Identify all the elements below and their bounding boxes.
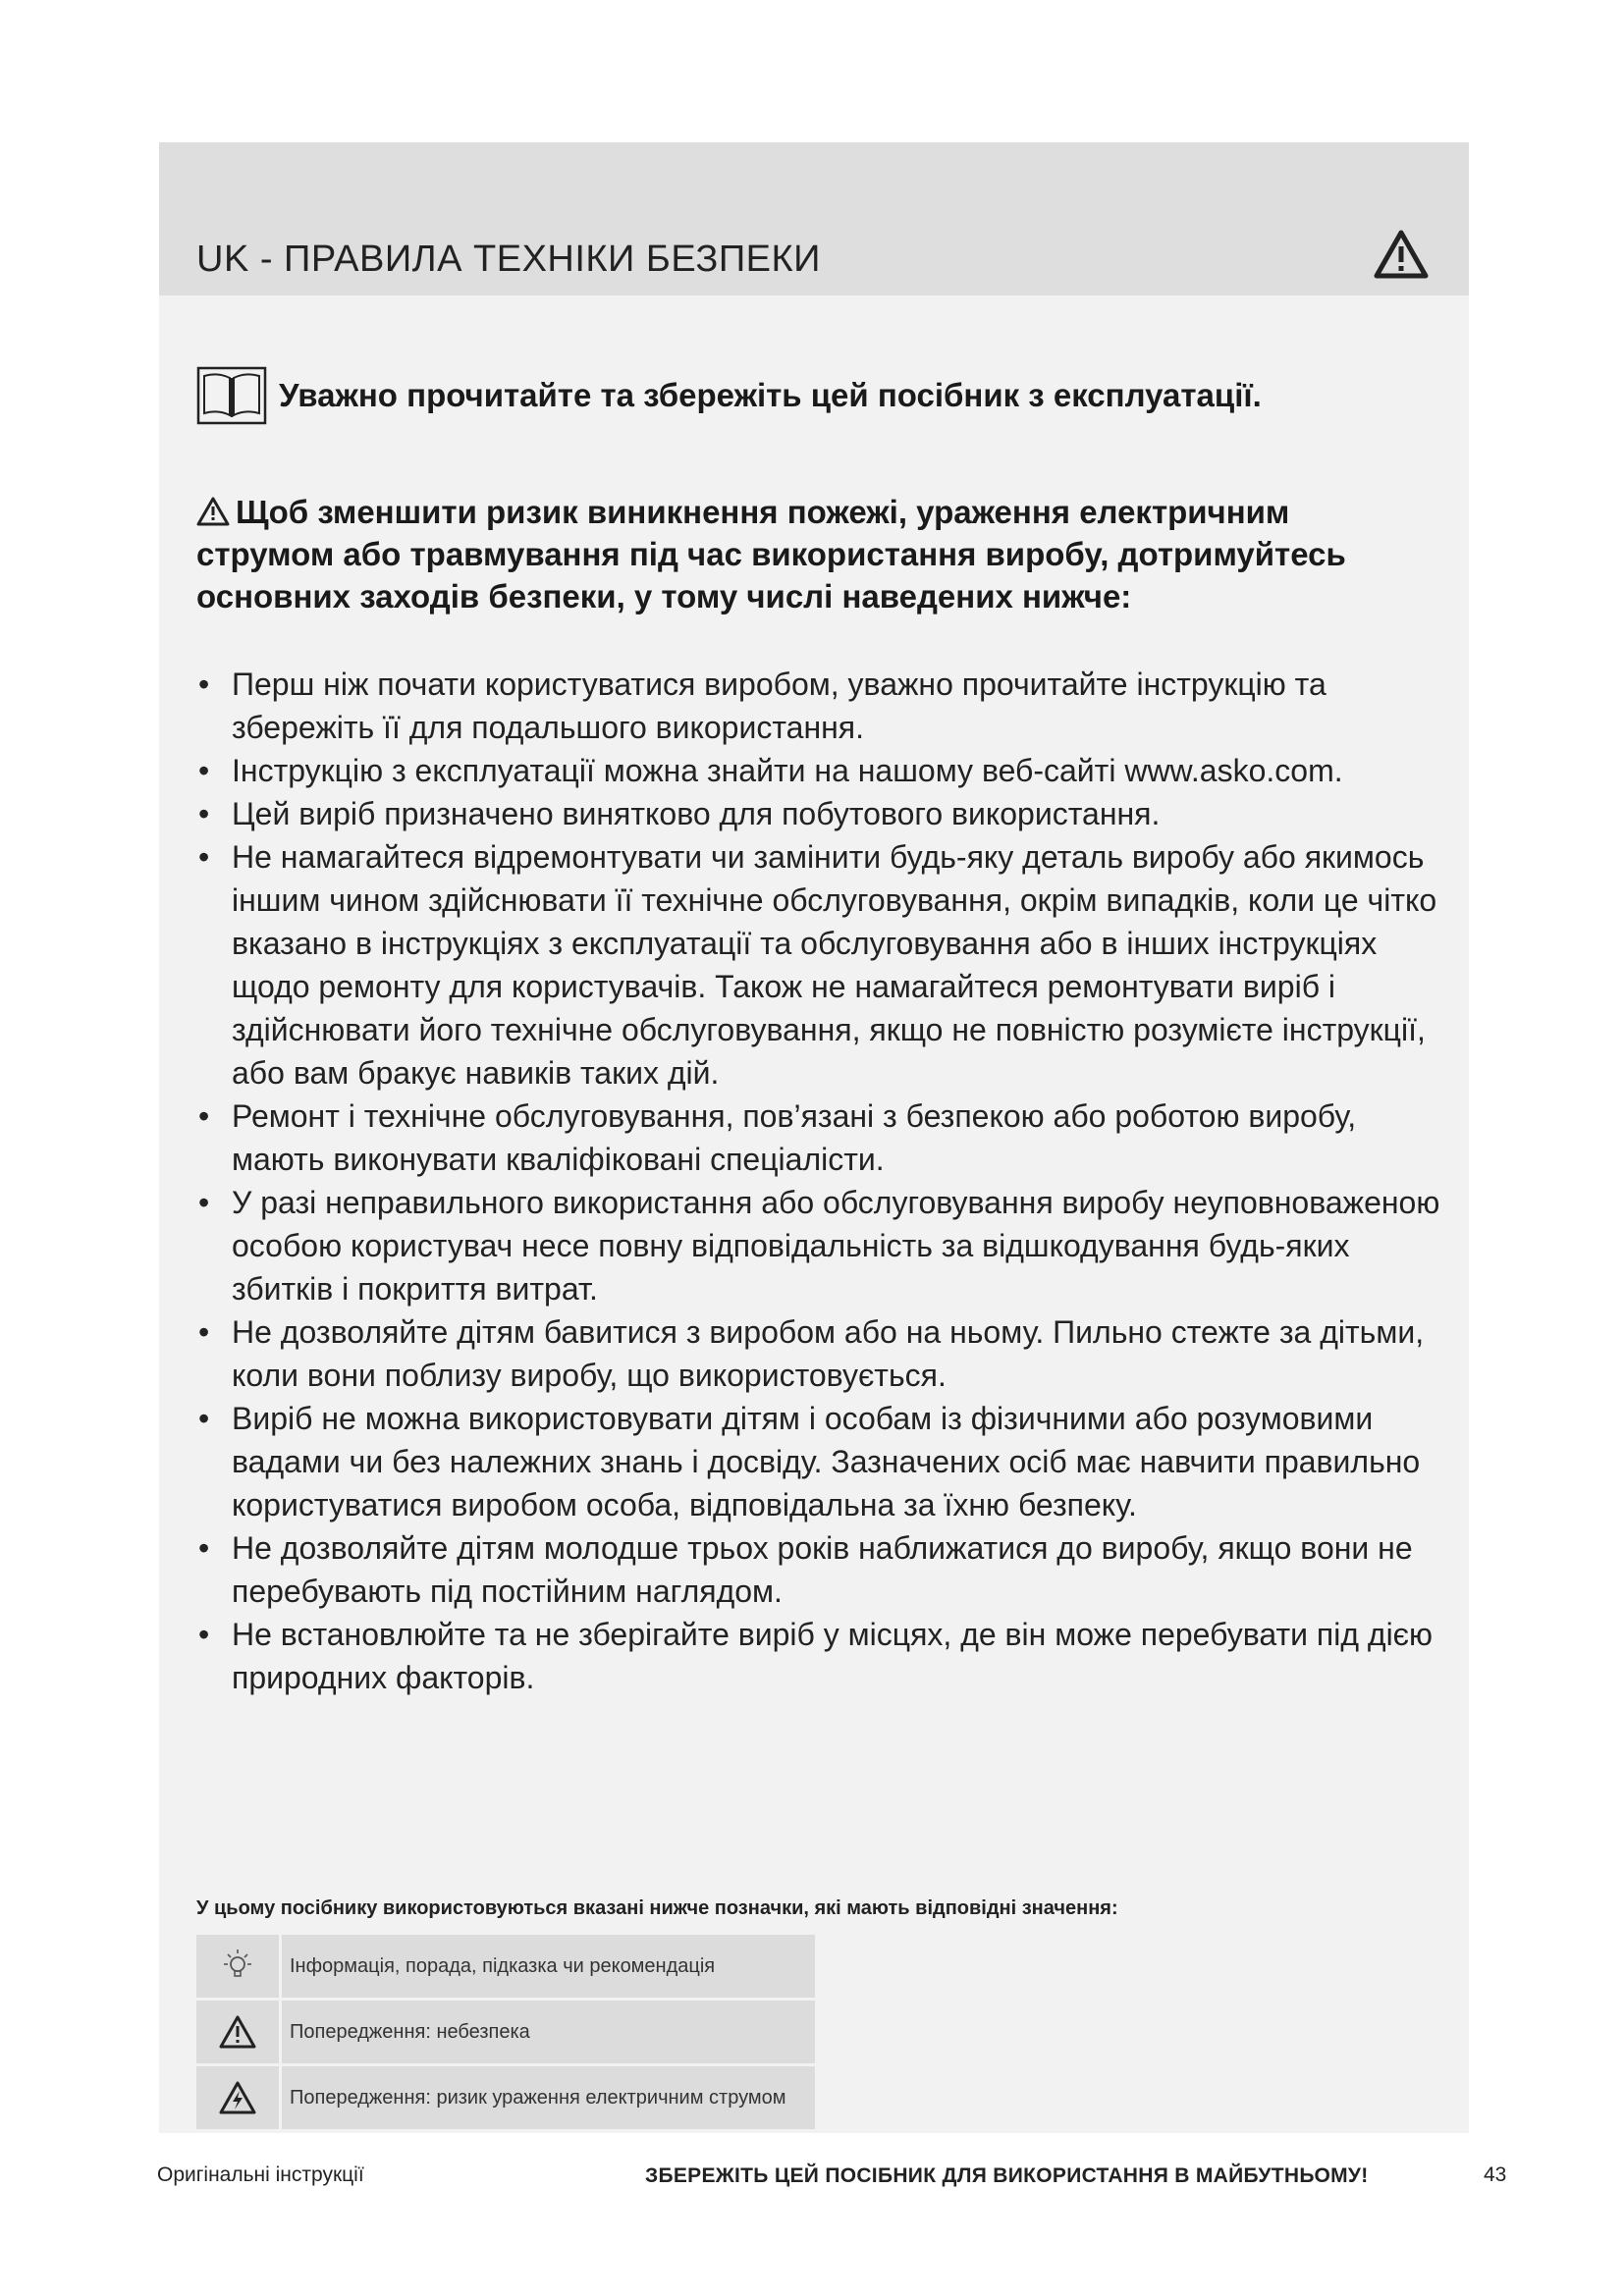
legend-intro: У цьому посібнику використовуються вказані нижче позначки, які мають відповідні значення: [196, 1897, 1118, 1919]
list-item: • У разі неправильного використання або обслуговування виробу неуповноваженою особою користувач несе повну відповідальність за відшкодування будь-яких збитків і покриття витрат. [196, 1181, 1443, 1310]
warning-triangle-icon [196, 497, 230, 526]
list-item: • Інструкцію з експлуатації можна знайти на нашому веб-сайті www.asko.com. [196, 749, 1443, 792]
page-title: UK - ПРАВИЛА ТЕХНІКИ БЕЗПЕКИ [196, 239, 821, 280]
legend-row [196, 2066, 815, 2129]
book-icon [196, 366, 267, 425]
legend-text: Попередження: ризик ураження електричним струмом [282, 2066, 815, 2129]
safety-panel [159, 142, 1469, 2133]
footer-keep-manual: ЗБЕРЕЖІТЬ ЦЕЙ ПОСІБНИК ДЛЯ ВИКОРИСТАННЯ В МАЙБУТНЬОМУ! [645, 2164, 1369, 2187]
legend-text: Попередження: небезпека [282, 2001, 815, 2063]
legend-row [196, 1935, 815, 1998]
legend-row [196, 2001, 815, 2063]
list-item: • Не встановлюйте та не зберігайте виріб у місцях, де він може перебувати під дією природних факторів. [196, 1613, 1443, 1699]
warning-triangle-icon [218, 2014, 257, 2050]
lightbulb-icon [218, 1947, 257, 1986]
list-item: • Виріб не можна використовувати дітям і особам із фізичними або розумовими вадами чи без належних знань і досвіду. Зазначених осіб має навчити правильно користуватися виробом особа, відповідальна за їхню безпеку. [196, 1397, 1443, 1526]
list-item: • Цей виріб призначено винятково для побутового використання. [196, 792, 1443, 835]
warning-triangle-icon [1373, 229, 1430, 280]
warning-heading [196, 491, 1404, 617]
read-notice-text: Уважно прочитайте та збережіть цей посібник з експлуатації. [279, 377, 1262, 413]
safety-list [196, 663, 1443, 1699]
symbol-legend [196, 1935, 815, 2132]
list-item: • Не дозволяйте дітям молодше трьох років наближатися до виробу, якщо вони не перебувають під постійним наглядом. [196, 1526, 1443, 1613]
list-item: • Перш ніж почати користуватися виробом, уважно прочитайте інструкцію та збережіть її для подальшого використання. [196, 663, 1443, 749]
warning-heading-text: Щоб зменшити ризик виникнення пожежі, ураження електричним струмом або травмування під час використання виробу, дотримуйтесь основних заходів безпеки, у тому числі наведених нижче: [196, 494, 1346, 614]
legend-text: Інформація, порада, підказка чи рекомендація [282, 1935, 815, 1998]
read-notice [196, 366, 1262, 425]
electric-shock-icon [218, 2080, 257, 2115]
footer-original-instructions: Оригінальні інструкції [157, 2163, 364, 2186]
list-item: • Ремонт і технічне обслуговування, пов’язані з безпекою або роботою виробу, мають виконувати кваліфіковані спеціалісти. [196, 1095, 1443, 1181]
list-item: • Не намагайтеся відремонтувати чи замінити будь-яку деталь виробу або якимось іншим чином здійснювати її технічне обслуговування, окрім випадків, коли це чітко вказано в інструкціях з експлуатації та обслуговування або в інших інструкціях щодо ремонту для користувачів. Також не намагайтеся ремонтувати виріб і здійснювати його технічне обслуговування, якщо не повністю розумієте інструкції, або вам бракує навиків таких дій. [196, 835, 1443, 1095]
page-number: 43 [1484, 2163, 1507, 2186]
header-bar [159, 142, 1469, 295]
list-item: • Не дозволяйте дітям бавитися з виробом або на ньому. Пильно стежте за дітьми, коли вони поблизу виробу, що використовується. [196, 1310, 1443, 1397]
